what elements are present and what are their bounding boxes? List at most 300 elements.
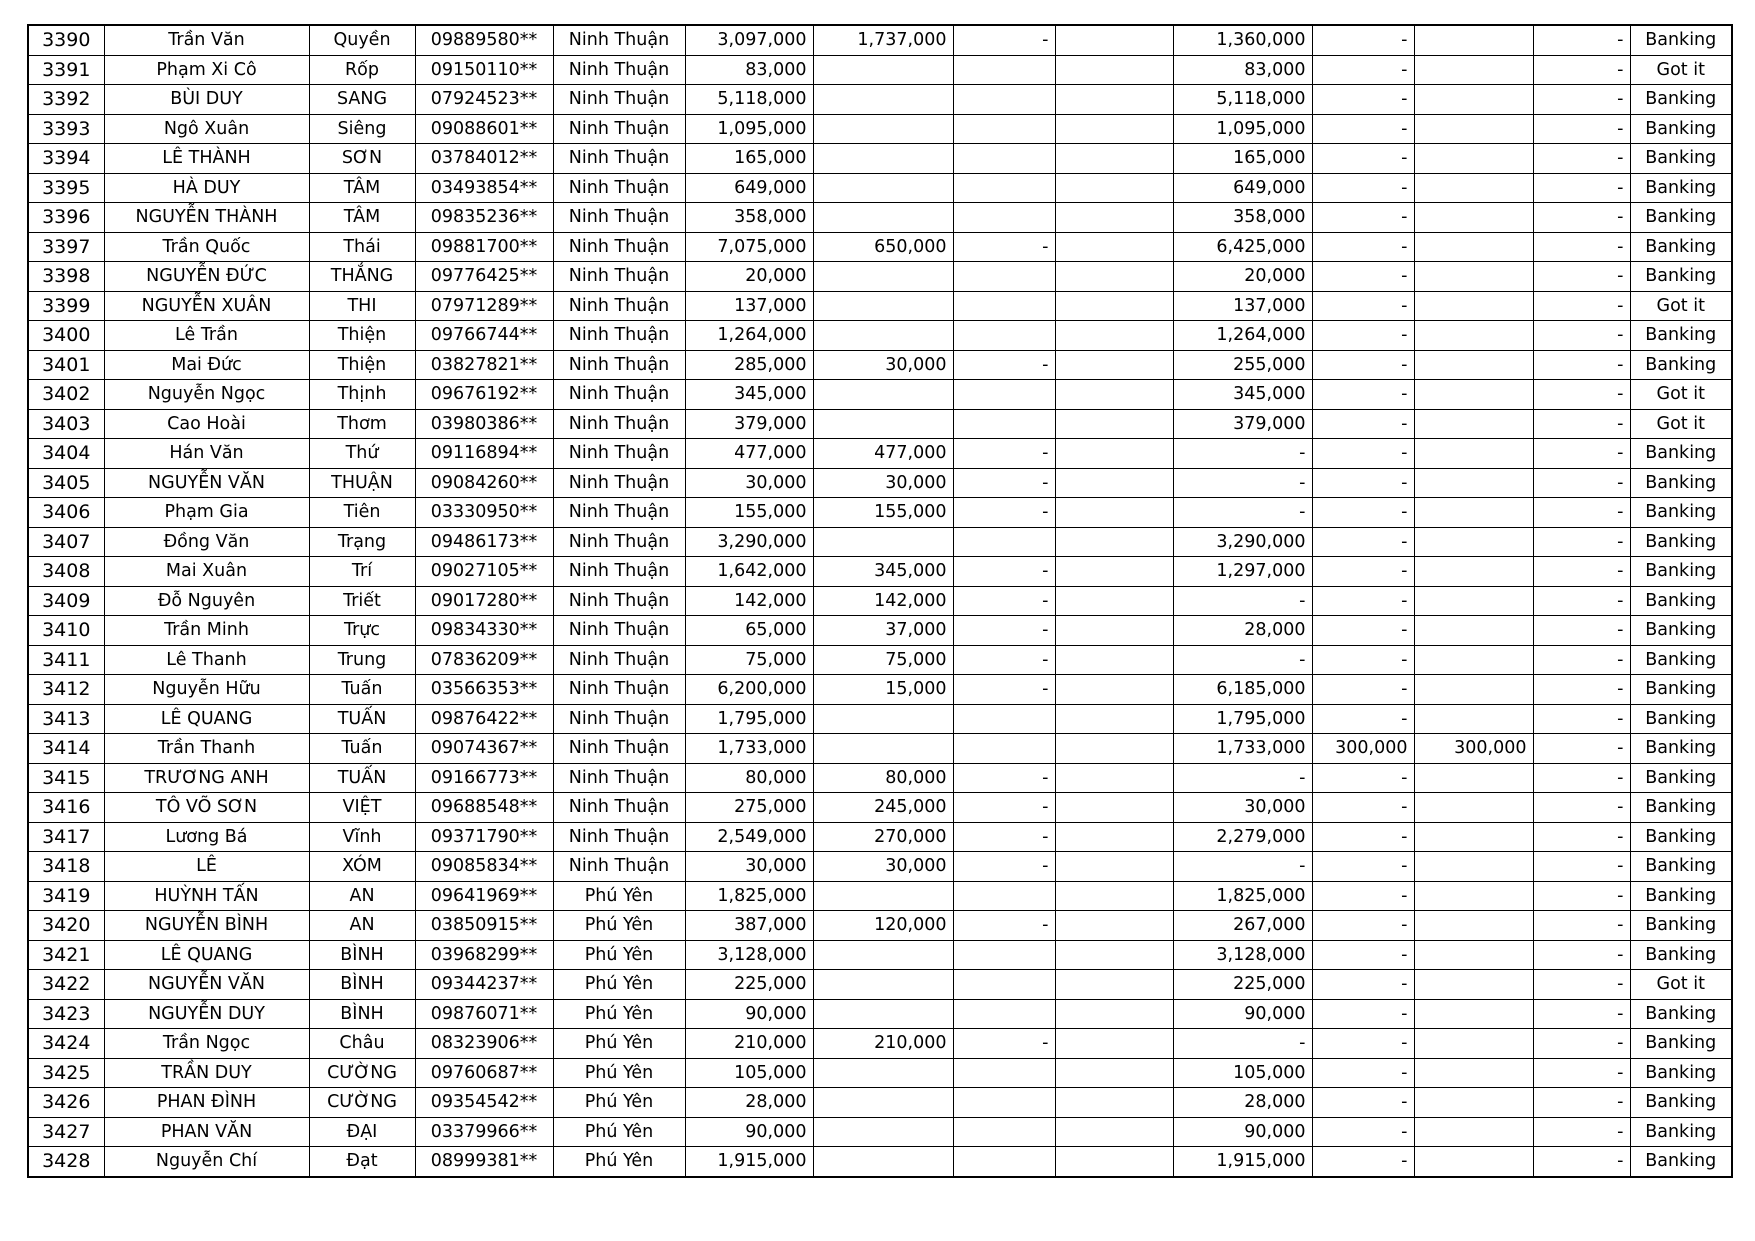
extra-paid-cell bbox=[1414, 55, 1533, 85]
payment-method-cell: Banking bbox=[1630, 645, 1732, 675]
last-name-cell: AN bbox=[309, 881, 415, 911]
payment-table bbox=[27, 24, 1733, 1178]
deduction-cell: 75,000 bbox=[813, 645, 953, 675]
row-index-cell: 3402 bbox=[28, 380, 104, 410]
extra-paid-cell bbox=[1414, 881, 1533, 911]
deduction-marker-cell: - bbox=[953, 232, 1055, 262]
row-index-cell: 3420 bbox=[28, 911, 104, 941]
row-index-cell: 3423 bbox=[28, 999, 104, 1029]
payment-method-cell: Banking bbox=[1630, 852, 1732, 882]
blank-cell bbox=[1055, 1088, 1173, 1118]
deduction-cell bbox=[813, 291, 953, 321]
row-index-cell: 3421 bbox=[28, 940, 104, 970]
table-row bbox=[28, 675, 1732, 705]
extra-paid-cell bbox=[1414, 527, 1533, 557]
province-cell: Phú Yên bbox=[553, 1029, 685, 1059]
net-amount-cell: 2,279,000 bbox=[1173, 822, 1312, 852]
blank-cell bbox=[1055, 262, 1173, 292]
table-row bbox=[28, 262, 1732, 292]
extra-paid-cell bbox=[1414, 1117, 1533, 1147]
province-cell: Phú Yên bbox=[553, 970, 685, 1000]
extra-paid-cell bbox=[1414, 25, 1533, 55]
extra-amount-cell: - bbox=[1312, 1058, 1414, 1088]
deduction-cell: 37,000 bbox=[813, 616, 953, 646]
blank-cell bbox=[1055, 232, 1173, 262]
deduction-marker-cell: - bbox=[953, 822, 1055, 852]
net-amount-cell: 90,000 bbox=[1173, 1117, 1312, 1147]
row-index-cell: 3406 bbox=[28, 498, 104, 528]
last-name-cell: Trí bbox=[309, 557, 415, 587]
amount-cell: 1,915,000 bbox=[685, 1147, 813, 1177]
extra-paid-cell bbox=[1414, 999, 1533, 1029]
balance-cell: - bbox=[1533, 85, 1630, 115]
balance-cell: - bbox=[1533, 25, 1630, 55]
amount-cell: 105,000 bbox=[685, 1058, 813, 1088]
balance-cell: - bbox=[1533, 1058, 1630, 1088]
extra-paid-cell: 300,000 bbox=[1414, 734, 1533, 764]
first-name-cell: Trần Ngọc bbox=[104, 1029, 309, 1059]
province-cell: Ninh Thuận bbox=[553, 468, 685, 498]
row-index-cell: 3393 bbox=[28, 114, 104, 144]
net-amount-cell: 1,264,000 bbox=[1173, 321, 1312, 351]
net-amount-cell: - bbox=[1173, 645, 1312, 675]
extra-paid-cell bbox=[1414, 970, 1533, 1000]
blank-cell bbox=[1055, 439, 1173, 469]
amount-cell: 387,000 bbox=[685, 911, 813, 941]
province-cell: Ninh Thuận bbox=[553, 85, 685, 115]
deduction-marker-cell: - bbox=[953, 1029, 1055, 1059]
first-name-cell: NGUYỄN XUÂN bbox=[104, 291, 309, 321]
balance-cell: - bbox=[1533, 586, 1630, 616]
payment-method-cell: Banking bbox=[1630, 704, 1732, 734]
province-cell: Ninh Thuận bbox=[553, 586, 685, 616]
first-name-cell: Cao Hoài bbox=[104, 409, 309, 439]
amount-cell: 1,733,000 bbox=[685, 734, 813, 764]
table-row bbox=[28, 439, 1732, 469]
deduction-cell bbox=[813, 1117, 953, 1147]
payment-method-cell: Banking bbox=[1630, 203, 1732, 233]
phone-cell: 09344237** bbox=[415, 970, 553, 1000]
balance-cell: - bbox=[1533, 321, 1630, 351]
amount-cell: 28,000 bbox=[685, 1088, 813, 1118]
extra-amount-cell: - bbox=[1312, 350, 1414, 380]
row-index-cell: 3401 bbox=[28, 350, 104, 380]
deduction-cell: 155,000 bbox=[813, 498, 953, 528]
deduction-cell: 142,000 bbox=[813, 586, 953, 616]
last-name-cell: BÌNH bbox=[309, 940, 415, 970]
deduction-marker-cell bbox=[953, 970, 1055, 1000]
last-name-cell: CƯỜNG bbox=[309, 1058, 415, 1088]
last-name-cell: Thịnh bbox=[309, 380, 415, 410]
payment-method-cell: Banking bbox=[1630, 675, 1732, 705]
extra-paid-cell bbox=[1414, 85, 1533, 115]
row-index-cell: 3394 bbox=[28, 144, 104, 174]
province-cell: Ninh Thuận bbox=[553, 793, 685, 823]
deduction-marker-cell bbox=[953, 291, 1055, 321]
first-name-cell: Hán Văn bbox=[104, 439, 309, 469]
amount-cell: 7,075,000 bbox=[685, 232, 813, 262]
deduction-marker-cell: - bbox=[953, 350, 1055, 380]
extra-amount-cell: - bbox=[1312, 1117, 1414, 1147]
extra-amount-cell: - bbox=[1312, 144, 1414, 174]
net-amount-cell: 255,000 bbox=[1173, 350, 1312, 380]
first-name-cell: Mai Đức bbox=[104, 350, 309, 380]
table-row bbox=[28, 616, 1732, 646]
extra-amount-cell: - bbox=[1312, 999, 1414, 1029]
province-cell: Ninh Thuận bbox=[553, 852, 685, 882]
first-name-cell: Phạm Xi Cô bbox=[104, 55, 309, 85]
deduction-marker-cell bbox=[953, 144, 1055, 174]
deduction-marker-cell: - bbox=[953, 763, 1055, 793]
balance-cell: - bbox=[1533, 970, 1630, 1000]
phone-cell: 03784012** bbox=[415, 144, 553, 174]
amount-cell: 3,128,000 bbox=[685, 940, 813, 970]
extra-amount-cell: - bbox=[1312, 380, 1414, 410]
extra-amount-cell: - bbox=[1312, 1147, 1414, 1177]
extra-amount-cell: - bbox=[1312, 25, 1414, 55]
row-index-cell: 3417 bbox=[28, 822, 104, 852]
extra-paid-cell bbox=[1414, 350, 1533, 380]
balance-cell: - bbox=[1533, 911, 1630, 941]
phone-cell: 03330950** bbox=[415, 498, 553, 528]
amount-cell: 142,000 bbox=[685, 586, 813, 616]
extra-paid-cell bbox=[1414, 557, 1533, 587]
deduction-cell bbox=[813, 1088, 953, 1118]
payment-method-cell: Banking bbox=[1630, 822, 1732, 852]
balance-cell: - bbox=[1533, 380, 1630, 410]
extra-amount-cell: - bbox=[1312, 203, 1414, 233]
deduction-cell: 477,000 bbox=[813, 439, 953, 469]
deduction-cell bbox=[813, 970, 953, 1000]
deduction-cell bbox=[813, 114, 953, 144]
deduction-cell bbox=[813, 734, 953, 764]
amount-cell: 30,000 bbox=[685, 852, 813, 882]
first-name-cell: BÙI DUY bbox=[104, 85, 309, 115]
deduction-marker-cell bbox=[953, 85, 1055, 115]
extra-paid-cell bbox=[1414, 1029, 1533, 1059]
payment-method-cell: Banking bbox=[1630, 173, 1732, 203]
deduction-marker-cell bbox=[953, 321, 1055, 351]
table-row bbox=[28, 1029, 1732, 1059]
extra-amount-cell: - bbox=[1312, 468, 1414, 498]
province-cell: Phú Yên bbox=[553, 999, 685, 1029]
phone-cell: 09371790** bbox=[415, 822, 553, 852]
extra-amount-cell: - bbox=[1312, 1088, 1414, 1118]
first-name-cell: TRẦN DUY bbox=[104, 1058, 309, 1088]
net-amount-cell: 1,095,000 bbox=[1173, 114, 1312, 144]
net-amount-cell: 30,000 bbox=[1173, 793, 1312, 823]
blank-cell bbox=[1055, 468, 1173, 498]
payment-method-cell: Banking bbox=[1630, 262, 1732, 292]
net-amount-cell: 3,128,000 bbox=[1173, 940, 1312, 970]
deduction-marker-cell bbox=[953, 55, 1055, 85]
net-amount-cell: 5,118,000 bbox=[1173, 85, 1312, 115]
amount-cell: 275,000 bbox=[685, 793, 813, 823]
row-index-cell: 3413 bbox=[28, 704, 104, 734]
balance-cell: - bbox=[1533, 203, 1630, 233]
payment-method-cell: Banking bbox=[1630, 144, 1732, 174]
amount-cell: 1,642,000 bbox=[685, 557, 813, 587]
payment-method-cell: Banking bbox=[1630, 321, 1732, 351]
deduction-marker-cell bbox=[953, 1147, 1055, 1177]
deduction-marker-cell: - bbox=[953, 645, 1055, 675]
blank-cell bbox=[1055, 852, 1173, 882]
balance-cell: - bbox=[1533, 822, 1630, 852]
table-row bbox=[28, 498, 1732, 528]
row-index-cell: 3408 bbox=[28, 557, 104, 587]
first-name-cell: Mai Xuân bbox=[104, 557, 309, 587]
payment-method-cell: Banking bbox=[1630, 557, 1732, 587]
first-name-cell: Trần Văn bbox=[104, 25, 309, 55]
first-name-cell: Phạm Gia bbox=[104, 498, 309, 528]
last-name-cell: Thiện bbox=[309, 321, 415, 351]
balance-cell: - bbox=[1533, 999, 1630, 1029]
blank-cell bbox=[1055, 557, 1173, 587]
row-index-cell: 3418 bbox=[28, 852, 104, 882]
province-cell: Ninh Thuận bbox=[553, 675, 685, 705]
first-name-cell: TRƯƠNG ANH bbox=[104, 763, 309, 793]
extra-paid-cell bbox=[1414, 380, 1533, 410]
balance-cell: - bbox=[1533, 557, 1630, 587]
extra-amount-cell: - bbox=[1312, 55, 1414, 85]
amount-cell: 75,000 bbox=[685, 645, 813, 675]
deduction-cell: 30,000 bbox=[813, 468, 953, 498]
row-index-cell: 3426 bbox=[28, 1088, 104, 1118]
last-name-cell: Thiện bbox=[309, 350, 415, 380]
row-index-cell: 3400 bbox=[28, 321, 104, 351]
blank-cell bbox=[1055, 173, 1173, 203]
row-index-cell: 3412 bbox=[28, 675, 104, 705]
amount-cell: 65,000 bbox=[685, 616, 813, 646]
net-amount-cell: 379,000 bbox=[1173, 409, 1312, 439]
row-index-cell: 3415 bbox=[28, 763, 104, 793]
extra-paid-cell bbox=[1414, 586, 1533, 616]
province-cell: Ninh Thuận bbox=[553, 734, 685, 764]
province-cell: Phú Yên bbox=[553, 1117, 685, 1147]
net-amount-cell: - bbox=[1173, 498, 1312, 528]
extra-paid-cell bbox=[1414, 763, 1533, 793]
deduction-marker-cell bbox=[953, 262, 1055, 292]
province-cell: Ninh Thuận bbox=[553, 203, 685, 233]
deduction-cell bbox=[813, 527, 953, 557]
first-name-cell: Ngô Xuân bbox=[104, 114, 309, 144]
payment-method-cell: Got it bbox=[1630, 380, 1732, 410]
balance-cell: - bbox=[1533, 1147, 1630, 1177]
phone-cell: 09676192** bbox=[415, 380, 553, 410]
phone-cell: 03827821** bbox=[415, 350, 553, 380]
deduction-marker-cell: - bbox=[953, 498, 1055, 528]
net-amount-cell: 267,000 bbox=[1173, 911, 1312, 941]
first-name-cell: Lương Bá bbox=[104, 822, 309, 852]
table-row bbox=[28, 557, 1732, 587]
blank-cell bbox=[1055, 527, 1173, 557]
net-amount-cell: 3,290,000 bbox=[1173, 527, 1312, 557]
province-cell: Ninh Thuận bbox=[553, 262, 685, 292]
deduction-marker-cell: - bbox=[953, 468, 1055, 498]
extra-amount-cell: - bbox=[1312, 586, 1414, 616]
deduction-marker-cell: - bbox=[953, 793, 1055, 823]
balance-cell: - bbox=[1533, 734, 1630, 764]
first-name-cell: Trần Quốc bbox=[104, 232, 309, 262]
payment-method-cell: Banking bbox=[1630, 763, 1732, 793]
extra-paid-cell bbox=[1414, 616, 1533, 646]
extra-paid-cell bbox=[1414, 203, 1533, 233]
last-name-cell: TÂM bbox=[309, 203, 415, 233]
first-name-cell: Trần Thanh bbox=[104, 734, 309, 764]
payment-method-cell: Banking bbox=[1630, 85, 1732, 115]
extra-amount-cell: - bbox=[1312, 793, 1414, 823]
extra-paid-cell bbox=[1414, 291, 1533, 321]
last-name-cell: BÌNH bbox=[309, 970, 415, 1000]
table-row bbox=[28, 940, 1732, 970]
province-cell: Ninh Thuận bbox=[553, 616, 685, 646]
blank-cell bbox=[1055, 25, 1173, 55]
blank-cell bbox=[1055, 763, 1173, 793]
deduction-cell bbox=[813, 881, 953, 911]
phone-cell: 08323906** bbox=[415, 1029, 553, 1059]
phone-cell: 09835236** bbox=[415, 203, 553, 233]
extra-paid-cell bbox=[1414, 468, 1533, 498]
deduction-cell: 30,000 bbox=[813, 350, 953, 380]
table-row bbox=[28, 203, 1732, 233]
table-row bbox=[28, 350, 1732, 380]
table-row bbox=[28, 527, 1732, 557]
blank-cell bbox=[1055, 586, 1173, 616]
phone-cell: 09889580** bbox=[415, 25, 553, 55]
payment-method-cell: Got it bbox=[1630, 55, 1732, 85]
blank-cell bbox=[1055, 734, 1173, 764]
phone-cell: 09166773** bbox=[415, 763, 553, 793]
phone-cell: 03968299** bbox=[415, 940, 553, 970]
phone-cell: 09688548** bbox=[415, 793, 553, 823]
net-amount-cell: 649,000 bbox=[1173, 173, 1312, 203]
province-cell: Ninh Thuận bbox=[553, 114, 685, 144]
last-name-cell: Đạt bbox=[309, 1147, 415, 1177]
extra-amount-cell: - bbox=[1312, 645, 1414, 675]
amount-cell: 649,000 bbox=[685, 173, 813, 203]
extra-paid-cell bbox=[1414, 321, 1533, 351]
payment-method-cell: Banking bbox=[1630, 25, 1732, 55]
amount-cell: 155,000 bbox=[685, 498, 813, 528]
amount-cell: 379,000 bbox=[685, 409, 813, 439]
province-cell: Ninh Thuận bbox=[553, 350, 685, 380]
payment-method-cell: Banking bbox=[1630, 586, 1732, 616]
amount-cell: 20,000 bbox=[685, 262, 813, 292]
balance-cell: - bbox=[1533, 1117, 1630, 1147]
balance-cell: - bbox=[1533, 291, 1630, 321]
phone-cell: 09760687** bbox=[415, 1058, 553, 1088]
last-name-cell: XÓM bbox=[309, 852, 415, 882]
net-amount-cell: - bbox=[1173, 586, 1312, 616]
last-name-cell: Trực bbox=[309, 616, 415, 646]
net-amount-cell: - bbox=[1173, 1029, 1312, 1059]
province-cell: Ninh Thuận bbox=[553, 527, 685, 557]
last-name-cell: Tuấn bbox=[309, 734, 415, 764]
extra-amount-cell: - bbox=[1312, 852, 1414, 882]
table-row bbox=[28, 852, 1732, 882]
last-name-cell: Triết bbox=[309, 586, 415, 616]
extra-amount-cell: - bbox=[1312, 557, 1414, 587]
deduction-marker-cell bbox=[953, 1088, 1055, 1118]
amount-cell: 137,000 bbox=[685, 291, 813, 321]
deduction-marker-cell bbox=[953, 409, 1055, 439]
deduction-cell bbox=[813, 1058, 953, 1088]
extra-amount-cell: - bbox=[1312, 262, 1414, 292]
phone-cell: 07836209** bbox=[415, 645, 553, 675]
first-name-cell: NGUYỄN VĂN bbox=[104, 468, 309, 498]
first-name-cell: HÀ DUY bbox=[104, 173, 309, 203]
extra-paid-cell bbox=[1414, 173, 1533, 203]
amount-cell: 83,000 bbox=[685, 55, 813, 85]
province-cell: Ninh Thuận bbox=[553, 55, 685, 85]
phone-cell: 07924523** bbox=[415, 85, 553, 115]
payment-method-cell: Banking bbox=[1630, 527, 1732, 557]
blank-cell bbox=[1055, 1029, 1173, 1059]
table-row bbox=[28, 822, 1732, 852]
deduction-cell bbox=[813, 704, 953, 734]
phone-cell: 09088601** bbox=[415, 114, 553, 144]
row-index-cell: 3392 bbox=[28, 85, 104, 115]
first-name-cell: NGUYỄN DUY bbox=[104, 999, 309, 1029]
phone-cell: 03493854** bbox=[415, 173, 553, 203]
table-row bbox=[28, 763, 1732, 793]
extra-amount-cell: - bbox=[1312, 616, 1414, 646]
extra-paid-cell bbox=[1414, 911, 1533, 941]
amount-cell: 2,549,000 bbox=[685, 822, 813, 852]
amount-cell: 90,000 bbox=[685, 999, 813, 1029]
net-amount-cell: 90,000 bbox=[1173, 999, 1312, 1029]
net-amount-cell: 28,000 bbox=[1173, 616, 1312, 646]
province-cell: Phú Yên bbox=[553, 940, 685, 970]
province-cell: Ninh Thuận bbox=[553, 645, 685, 675]
deduction-marker-cell bbox=[953, 734, 1055, 764]
extra-amount-cell: - bbox=[1312, 704, 1414, 734]
payment-method-cell: Banking bbox=[1630, 1147, 1732, 1177]
province-cell: Ninh Thuận bbox=[553, 439, 685, 469]
first-name-cell: PHAN VĂN bbox=[104, 1117, 309, 1147]
table-row bbox=[28, 1058, 1732, 1088]
amount-cell: 285,000 bbox=[685, 350, 813, 380]
phone-cell: 03379966** bbox=[415, 1117, 553, 1147]
net-amount-cell: 225,000 bbox=[1173, 970, 1312, 1000]
amount-cell: 165,000 bbox=[685, 144, 813, 174]
net-amount-cell: 1,360,000 bbox=[1173, 25, 1312, 55]
first-name-cell: Lê Thanh bbox=[104, 645, 309, 675]
net-amount-cell: - bbox=[1173, 468, 1312, 498]
extra-paid-cell bbox=[1414, 852, 1533, 882]
table-row bbox=[28, 1147, 1732, 1177]
net-amount-cell: 6,425,000 bbox=[1173, 232, 1312, 262]
extra-paid-cell bbox=[1414, 262, 1533, 292]
first-name-cell: PHAN ĐÌNH bbox=[104, 1088, 309, 1118]
deduction-marker-cell: - bbox=[953, 439, 1055, 469]
deduction-cell: 30,000 bbox=[813, 852, 953, 882]
deduction-cell bbox=[813, 321, 953, 351]
deduction-marker-cell bbox=[953, 1117, 1055, 1147]
deduction-cell bbox=[813, 203, 953, 233]
extra-amount-cell: - bbox=[1312, 291, 1414, 321]
amount-cell: 90,000 bbox=[685, 1117, 813, 1147]
row-index-cell: 3425 bbox=[28, 1058, 104, 1088]
phone-cell: 09834330** bbox=[415, 616, 553, 646]
amount-cell: 30,000 bbox=[685, 468, 813, 498]
blank-cell bbox=[1055, 144, 1173, 174]
net-amount-cell: - bbox=[1173, 439, 1312, 469]
payment-method-cell: Banking bbox=[1630, 1117, 1732, 1147]
first-name-cell: LÊ QUANG bbox=[104, 704, 309, 734]
balance-cell: - bbox=[1533, 350, 1630, 380]
phone-cell: 09766744** bbox=[415, 321, 553, 351]
